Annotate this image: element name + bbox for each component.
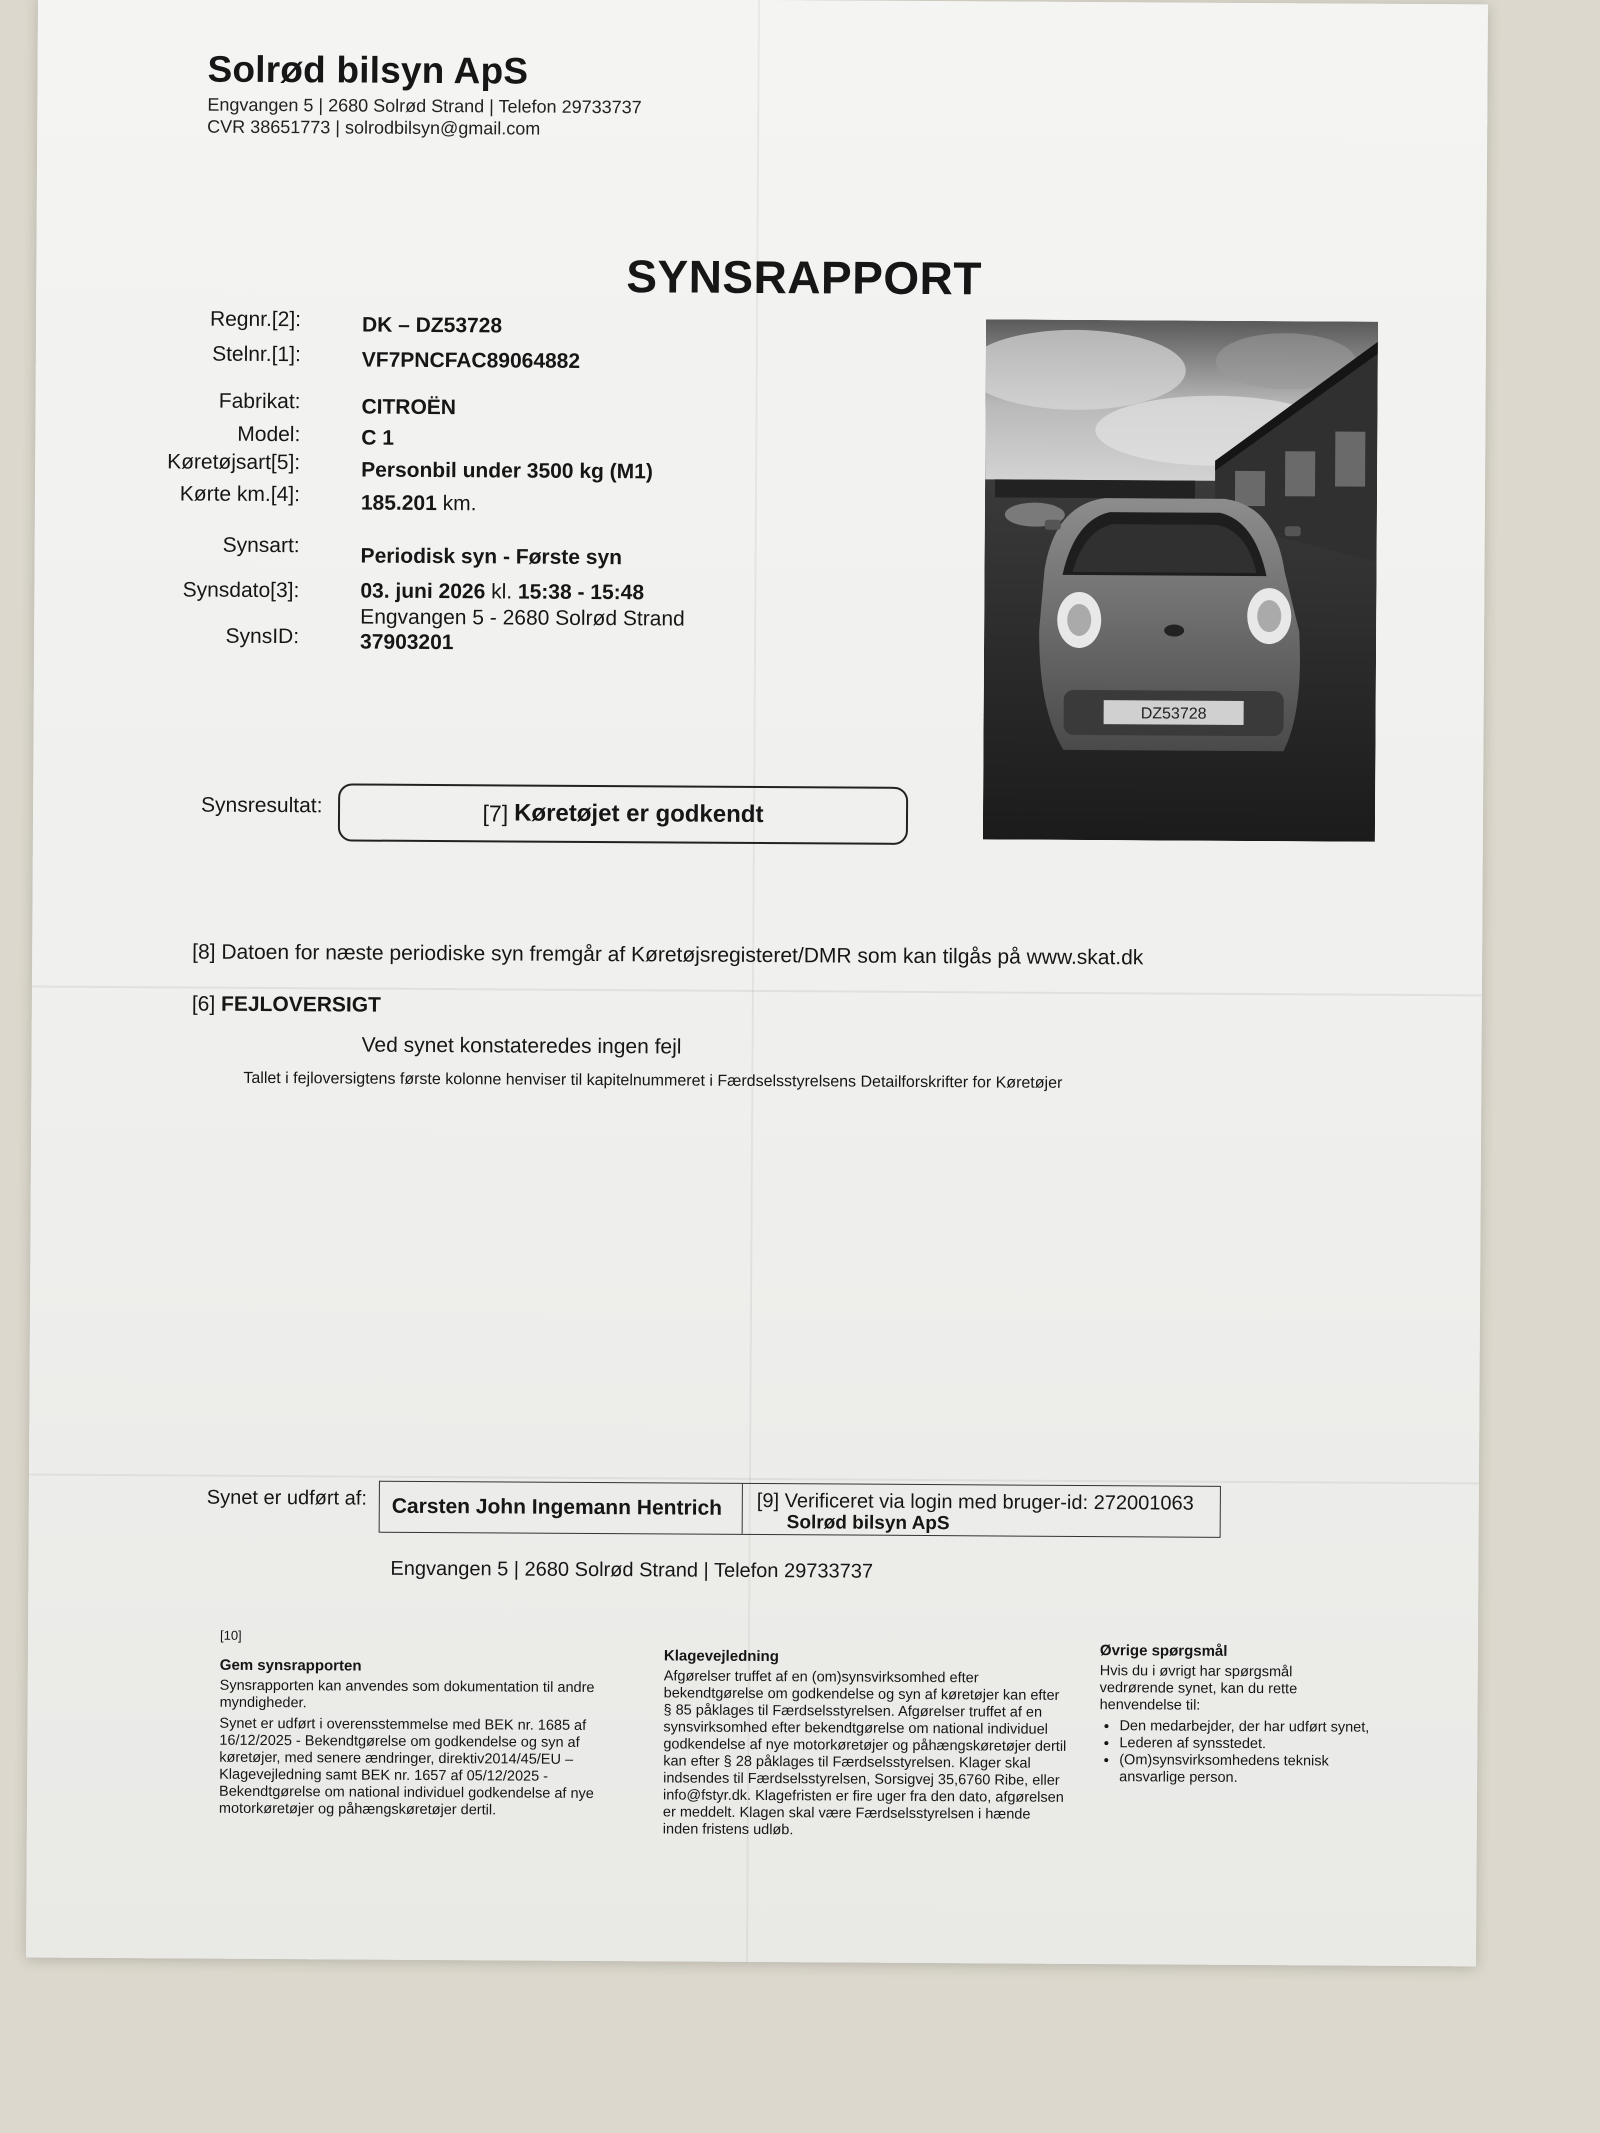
footer-col3-heading: Øvrige spørgsmål (1099, 1642, 1228, 1660)
synsdato-row (360, 580, 644, 606)
stelnr-value: VF7PNCFAC89064882 (361, 348, 581, 373)
footer-col-complaint (663, 1647, 1068, 1844)
fejl-heading (192, 993, 381, 1018)
synsdato-kl: kl. (491, 580, 513, 604)
result-box (338, 783, 908, 844)
footer-col1-p1: Synsrapporten kan anvendes som dokumentation til andre myndigheder. (219, 1677, 595, 1712)
synsdato-time: 15:38 - 15:48 (517, 580, 645, 605)
koretojsart-value: Personbil under 3500 kg (M1) (361, 458, 653, 484)
synsdato-date: 03. juni 2026 (360, 579, 486, 604)
footer-col2-heading: Klagevejledning (663, 1647, 779, 1666)
synsid-value: 37903201 (360, 630, 454, 655)
fabrikat-label: Fabrikat: (218, 389, 301, 414)
fejl-code: [6] (191, 992, 216, 1016)
koretojsart-label: Køretøjsart[5]: (167, 450, 301, 475)
verified-company: Solrød bilsyn ApS (786, 1512, 950, 1535)
verified-text: [9] Verificeret via login med bruger-id: 272001063 (756, 1489, 1194, 1515)
list-item: • (Om)synsvirksomhedens teknisk ansvarlige person. (1119, 1752, 1369, 1788)
next-inspection-note: [8] Datoen for næste periodiske syn fremgår af Køretøjsregisteret/DMR som kan tilgås på www.skat.dk (192, 940, 1144, 970)
stelnr-label: Stelnr.[1]: (212, 342, 301, 367)
inspector-box (379, 1481, 1221, 1538)
model-value: C 1 (361, 426, 395, 450)
synsart-label: Synsart: (222, 533, 300, 558)
km-row (361, 492, 477, 517)
synsdato-label: Synsdato[3]: (182, 578, 300, 603)
footer-col1-heading: Gem synsrapporten (219, 1656, 362, 1675)
company-address: Engvangen 5 | 2680 Solrød Strand | Telefon 29733737 (207, 94, 642, 118)
footer-code: [10] (219, 1627, 242, 1643)
list-item: • Lederen af synsstedet. (1119, 1735, 1369, 1754)
footer-col3-list (1099, 1718, 1369, 1788)
inspector-address: Engvangen 5 | 2680 Solrød Strand | Telefon 29733737 (390, 1557, 874, 1583)
fejl-explanation: Tallet i fejloversigtens første kolonne henviser til kapitelnummeret i Færdselsstyrelsens Detailforskrifter for Køretøjer (243, 1069, 1063, 1092)
km-label: Kørte km.[4]: (179, 482, 301, 507)
list-item: • Den medarbejder, der har udført synet, (1119, 1718, 1369, 1737)
company-cvr: CVR 38651773 | solrodbilsyn@gmail.com (207, 116, 541, 139)
no-faults-text: Ved synet konstateredes ingen fejl (361, 1033, 682, 1059)
fabrikat-value: CITROËN (361, 395, 457, 420)
result-code: [7] (482, 799, 509, 826)
photo-plate: DZ53728 (1140, 705, 1207, 723)
footer-col1-p2: Synet er udført i overensstemmelse med BEK nr. 1685 af 16/12/2025 - Bekendtgørelse om godkendelse og syn af køretøjer, med senere ændringer, direktiv2014/45/EU – Klagevejledning samt BEK nr. 1657 af 05/12/2025 - Bekendtgørelse om national individuel godkendelse af nye motorkøretøjer og påhængskøretøjer dertil. (218, 1715, 594, 1819)
km-value: 185.201 (360, 491, 437, 516)
synsid-label: SynsID: (225, 624, 300, 649)
km-unit: km. (442, 492, 477, 516)
model-label: Model: (237, 422, 301, 447)
regnr-label: Regnr.[2]: (209, 307, 302, 332)
report-title: SYNSRAPPORT (626, 250, 983, 305)
footer-col3-p1: Hvis du i øvrigt har spørgsmål vedrørende synet, kan du rette henvendelse til: (1099, 1663, 1298, 1714)
car-photo-image (983, 319, 1378, 841)
synsdato-place: Engvangen 5 - 2680 Solrød Strand (360, 605, 685, 631)
synsart-value: Periodisk syn - Første syn (360, 544, 623, 570)
fejl-title: FEJLOVERSIGT (220, 992, 381, 1017)
result-label: Synsresultat: (201, 793, 323, 818)
result-text: Køretøjet er godkendt (514, 799, 764, 829)
regnr-value: DK – DZ53728 (361, 313, 503, 338)
company-name: Solrød bilsyn ApS (207, 48, 529, 92)
vehicle-photo (983, 319, 1378, 841)
inspector-label: Synet er udført af: (206, 1486, 367, 1510)
verification (743, 1484, 1194, 1537)
footer-col-questions (1099, 1642, 1370, 1788)
report-paper (26, 0, 1488, 1966)
footer-col-save (219, 1657, 620, 1824)
inspector-name: Carsten John Ingemann Hentrich (380, 1482, 743, 1534)
footer-col2-p1: Afgørelser truffet af en (om)synsvirksomhed efter bekendtgørelse om godkendelse og syn af køretøjer kan efter § 85 påklages til Færdselsstyrelsen. Afgørelser truffet af en synsvirksomhed efter bekendtgørelse om national individuel godkendelse af nye motorkøretøjer og påhængskøretøjer dertil kan efter § 28 påklages til Færdselsstyrelsen. Klager skal indsendes til Færdselsstyrelsen, Sorsigvej 35,6760 Ribe, eller info@fstyr.dk. Klagefristen er fire uger fra den dato, afgørelsen er meddelt. Klagen skal være Færdselsstyrelsen i hænde inden fristens udløb. (662, 1668, 1067, 1839)
